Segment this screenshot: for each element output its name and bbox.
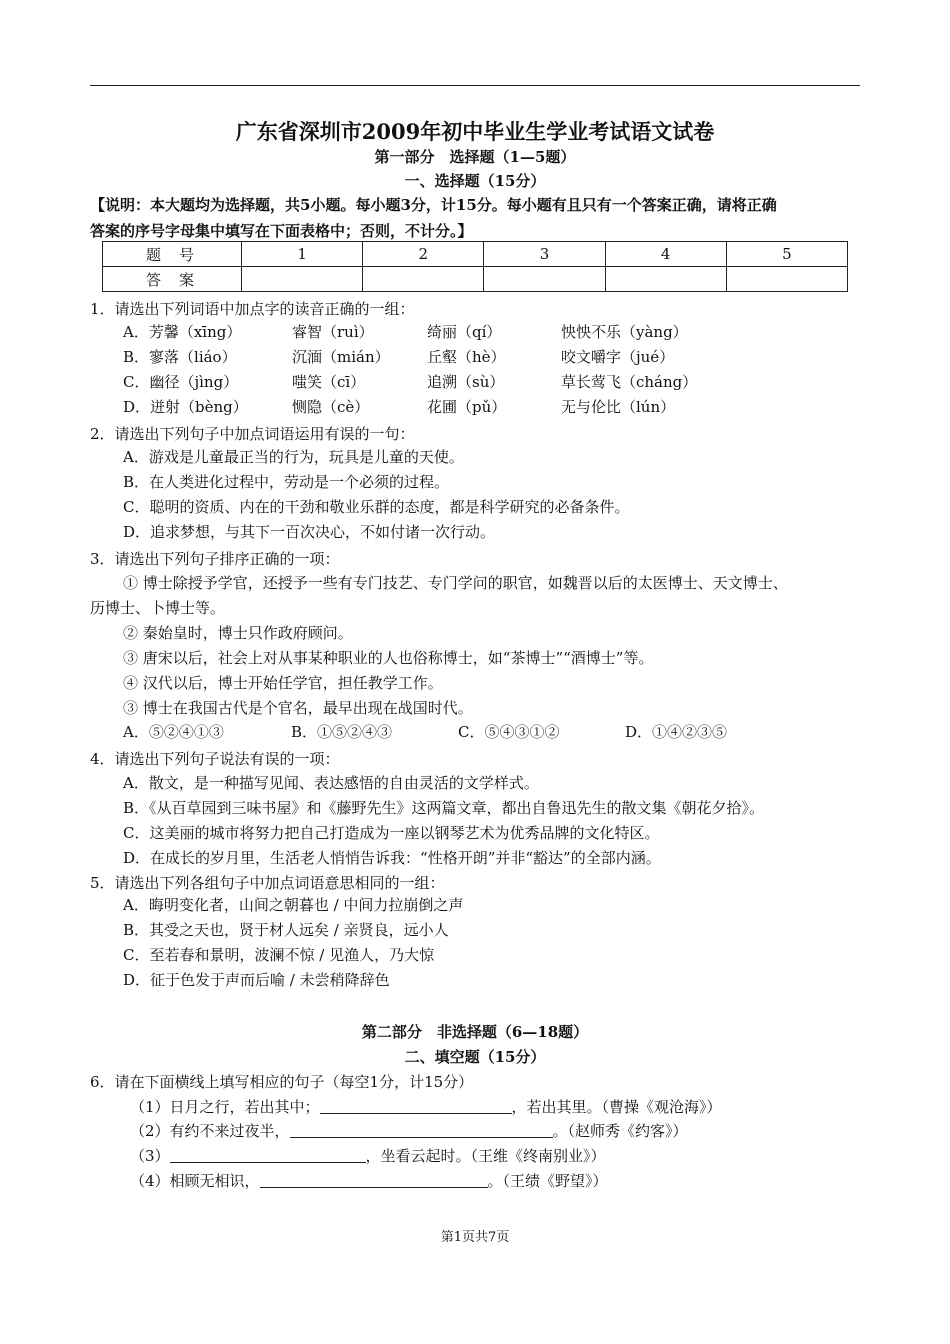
q3-option-b: B．①⑤②④③ <box>291 723 393 741</box>
q4-option-a: A．散文，是一种描写见闻、表达感悟的自由灵活的文学样式。 <box>123 774 539 792</box>
q4-option-c: C．这美丽的城市将努力把自己打造成为一座以钢琴艺术为优秀品牌的文化特区。 <box>123 824 660 842</box>
q6-item-3-suffix: ，坐看云起时。（王维《终南别业》） <box>365 1147 606 1165</box>
q6-item-3 <box>130 1145 606 1166</box>
q6-item-1 <box>130 1096 722 1117</box>
q6-item-1-prefix: （1）日月之行，若出其中； <box>130 1098 320 1116</box>
answer-cell-1[interactable] <box>242 267 363 292</box>
q6-blank-3[interactable] <box>170 1148 366 1163</box>
q3-sentence-2: ② 秦始皇时，博士只作政府顾问。 <box>123 624 353 642</box>
q1-c-4: 草长莺飞（cháng） <box>561 373 698 391</box>
page-footer: 第1页共7页 <box>440 1230 510 1245</box>
q1-d-1: D．迸射（bèng） <box>123 398 248 416</box>
q3-sentence-1b: 历博士、卜博士等。 <box>90 599 226 617</box>
q6-item-4-suffix: 。（王绩《野望》） <box>487 1172 608 1190</box>
q6-item-3-prefix: （3） <box>130 1147 170 1165</box>
col-4: 4 <box>605 242 726 267</box>
q2-option-d: D．追求梦想，与其下一百次决心，不如付诸一次行动。 <box>123 523 496 541</box>
answer-cell-4[interactable] <box>605 267 726 292</box>
q1-c-1: C．幽径（jìng） <box>123 373 239 391</box>
q6-blank-1[interactable] <box>320 1099 512 1114</box>
q5-option-a: A．晦明变化者，山间之朝暮也 / 中间力拉崩倒之声 <box>123 896 464 914</box>
q3-sentence-3: ③ 唐宋以后，社会上对从事某种职业的人也俗称博士，如“茶博士”“酒博士”等。 <box>123 649 654 667</box>
q1-d-3: 花圃（pǔ） <box>427 398 507 416</box>
row-label-number: 题号 <box>103 242 242 267</box>
q5-option-d: D．征于色发于声而后喻 / 未尝稍降辞色 <box>123 971 390 989</box>
q3-option-a: A．⑤②④①③ <box>123 723 224 741</box>
q1-c-3: 追溯（sù） <box>427 373 505 391</box>
answer-table <box>102 241 848 292</box>
q2-stem: 2．请选出下列句子中加点词语运用有误的一句： <box>90 425 415 443</box>
section2-heading: 二、填空题（15分） <box>404 1048 546 1066</box>
exam-title: 广东省深圳市2009年初中毕业生学业考试语文试卷 <box>235 119 715 144</box>
col-3: 3 <box>484 242 605 267</box>
q6-item-1-suffix: ，若出其里。（曹操《观沧海》） <box>511 1098 722 1116</box>
answer-table-row-answers <box>103 267 848 292</box>
q3-sentence-1a: ① 博士除授予学官，还授予一些有专门技艺、专门学问的职官，如魏晋以后的太医博士、天文博士、 <box>123 574 788 592</box>
section1-heading: 一、选择题（15分） <box>404 172 546 190</box>
instructions <box>90 192 862 244</box>
q5-option-b: B．其受之天也，贤于材人远矣 / 亲贤良，远小人 <box>123 921 449 939</box>
instructions-line-2: 答案的序号字母集中填写在下面表格中；否则，不计分。】 <box>90 222 473 240</box>
answer-cell-5[interactable] <box>726 267 847 292</box>
q6-item-2-suffix: 。（赵师秀《约客》） <box>552 1122 688 1140</box>
q3-option-c: C．⑤④③①② <box>458 723 560 741</box>
answer-cell-2[interactable] <box>363 267 484 292</box>
part1-heading: 第一部分 选择题（1—5题） <box>374 148 576 166</box>
q6-item-4 <box>130 1170 608 1191</box>
col-5: 5 <box>726 242 847 267</box>
part2-heading: 第二部分 非选择题（6—18题） <box>361 1023 589 1041</box>
q6-stem: 6．请在下面横线上填写相应的句子（每空1分，计15分） <box>90 1073 474 1091</box>
q1-b-4: 咬文嚼字（jué） <box>561 348 675 366</box>
q6-blank-2[interactable] <box>290 1123 553 1138</box>
q4-option-b: B．《从百草园到三味书屋》和《藤野先生》这两篇文章，都出自鲁迅先生的散文集《朝花夕拾》。 <box>123 799 765 817</box>
q1-b-1: B．寥落（liáo） <box>123 348 237 366</box>
q2-option-b: B．在人类进化过程中，劳动是一个必须的过程。 <box>123 473 450 491</box>
q1-stem: 1．请选出下列词语中加点字的读音正确的一组： <box>90 300 415 318</box>
answer-table-row-numbers <box>103 242 848 267</box>
q3-sentence-5: ③ 博士在我国古代是个官名，最早出现在战国时代。 <box>123 699 473 717</box>
q1-b-2: 沉湎（mián） <box>292 348 390 366</box>
q4-option-d: D．在成长的岁月里，生活老人悄悄告诉我：“性格开朗”并非“豁达”的全部内涵。 <box>123 849 661 867</box>
q2-option-a: A．游戏是儿童最正当的行为，玩具是儿童的天使。 <box>123 448 464 466</box>
row-label-answer: 答案 <box>103 267 242 292</box>
q6-blank-4[interactable] <box>260 1173 488 1188</box>
q2-option-c: C．聪明的资质、内在的干劲和敬业乐群的态度，都是科学研究的必备条件。 <box>123 498 630 516</box>
q1-b-3: 丘壑（hè） <box>427 348 506 366</box>
q6-item-4-prefix: （4）相顾无相识， <box>130 1172 260 1190</box>
q1-a-2: 睿智（ruì） <box>292 323 374 341</box>
q1-c-2: 嗤笑（cī） <box>292 373 366 391</box>
q5-stem: 5．请选出下列各组句子中加点词语意思相同的一组： <box>90 874 445 892</box>
col-1: 1 <box>242 242 363 267</box>
q1-d-4: 无与伦比（lún） <box>561 398 676 416</box>
q1-d-2: 恻隐（cè） <box>292 398 370 416</box>
q1-a-3: 绮丽（qí） <box>427 323 502 341</box>
q6-item-2-prefix: （2）有约不来过夜半， <box>130 1122 290 1140</box>
q3-option-d: D．①④②③⑤ <box>625 723 728 741</box>
q1-a-1: A．芳馨（xīng） <box>123 323 242 341</box>
q3-sentence-4: ④ 汉代以后，博士开始任学官，担任教学工作。 <box>123 674 443 692</box>
q6-item-2 <box>130 1120 688 1141</box>
q3-stem: 3．请选出下列句子排序正确的一项： <box>90 550 340 568</box>
answer-cell-3[interactable] <box>484 267 605 292</box>
instructions-line-1: 【说明：本大题均为选择题，共5小题。每小题3分，计15分。每小题有且只有一个答案正确，请将正确 <box>90 196 777 214</box>
header-rule <box>90 85 860 86</box>
q4-stem: 4．请选出下列句子说法有误的一项： <box>90 750 340 768</box>
col-2: 2 <box>363 242 484 267</box>
q1-a-4: 怏怏不乐（yàng） <box>561 323 688 341</box>
q5-option-c: C．至若春和景明，波澜不惊 / 见渔人，乃大惊 <box>123 946 435 964</box>
